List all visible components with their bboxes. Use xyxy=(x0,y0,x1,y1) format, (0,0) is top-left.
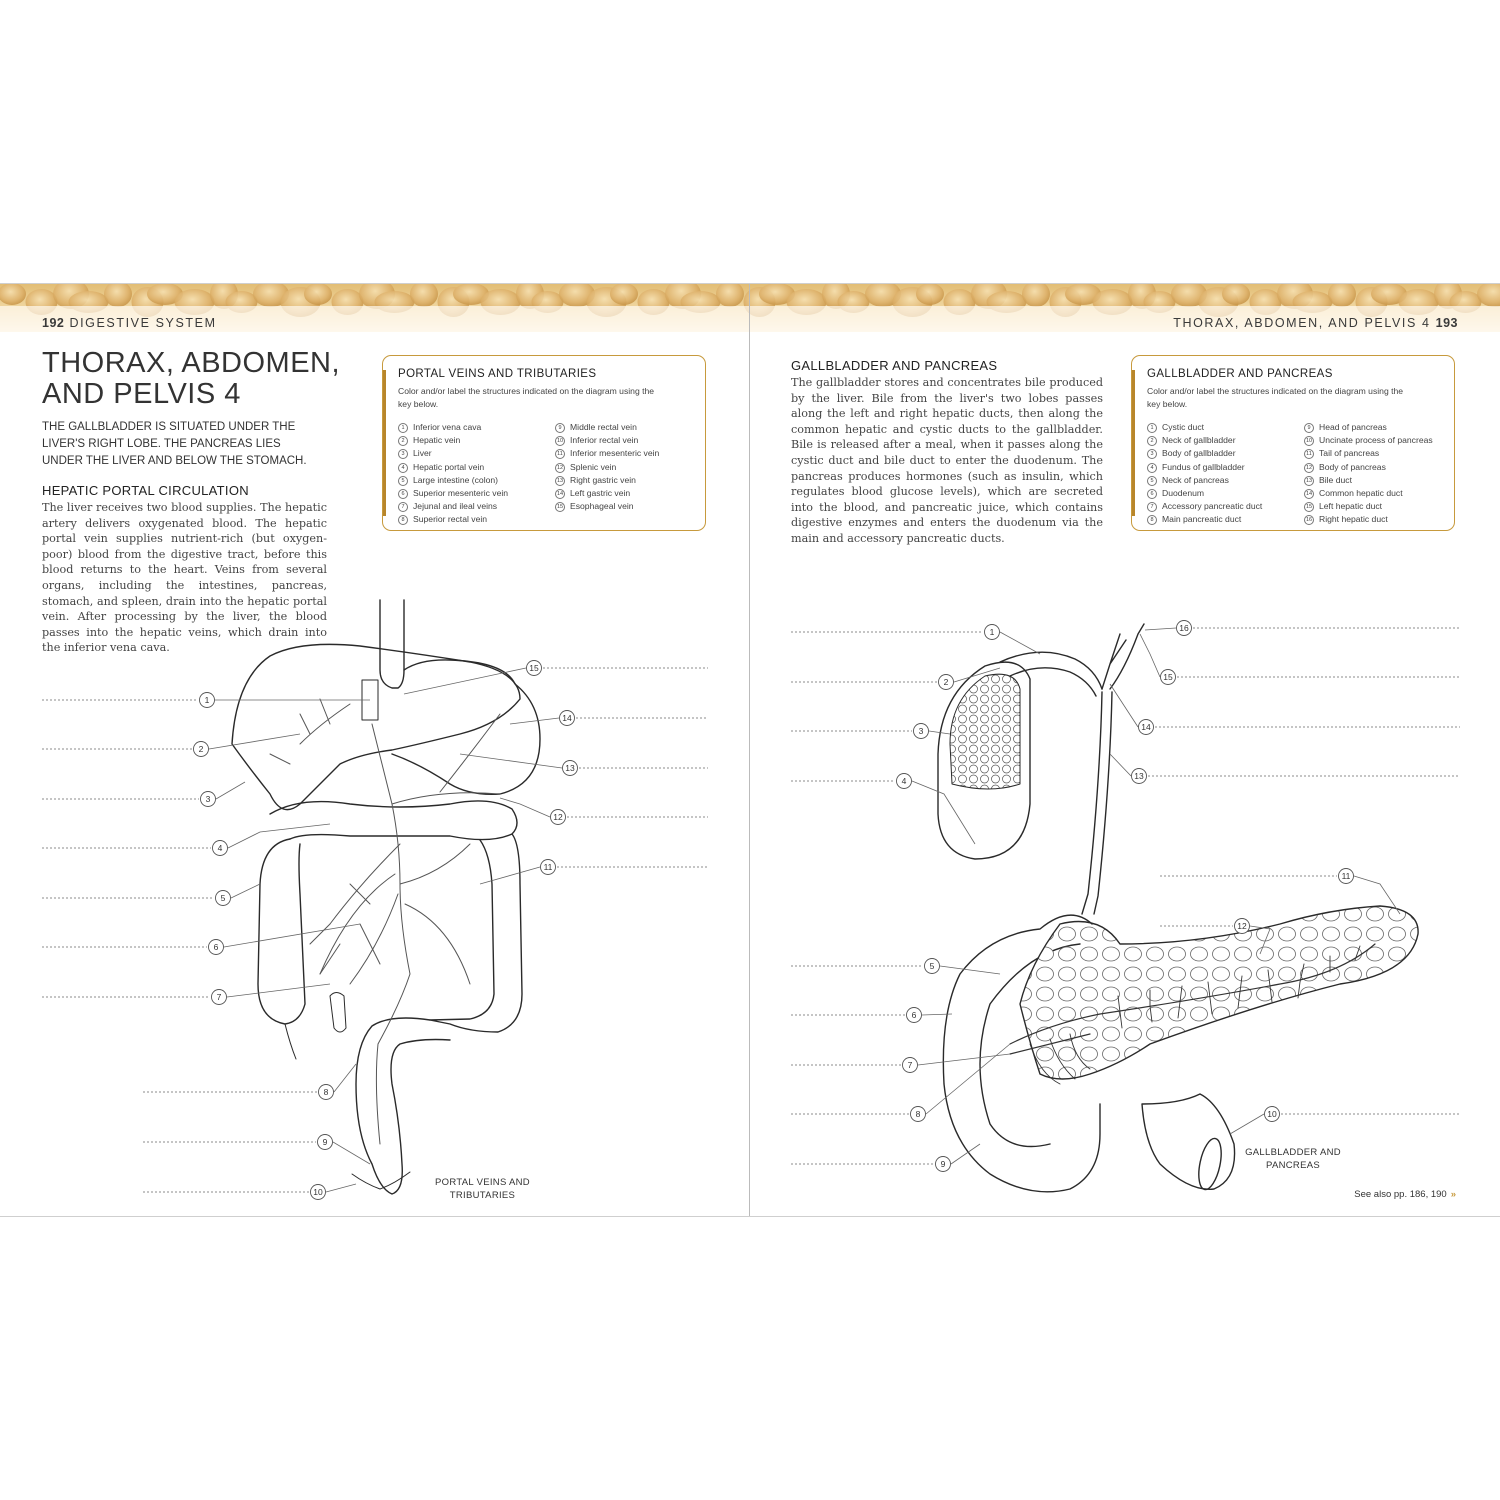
key-number-badge: 8 xyxy=(398,515,408,525)
key-number-badge: 15 xyxy=(556,504,564,511)
callout-leader xyxy=(1145,628,1176,630)
callout-number: 11 xyxy=(543,862,553,872)
key-number-badge: 11 xyxy=(1304,449,1314,459)
key-item-label: Body of gallbladder xyxy=(1162,448,1236,459)
right-diagram-caption: GALLBLADDER AND PANCREAS xyxy=(1245,1147,1341,1171)
key-item-label: Cystic duct xyxy=(1162,422,1205,432)
left-page-number: 192 xyxy=(42,316,65,330)
callout-number: 3 xyxy=(918,726,924,736)
callout-leader xyxy=(1110,684,1138,727)
gallbladder-subhead: GALLBLADDER AND PANCREAS xyxy=(791,358,998,373)
callout-number: 14 xyxy=(1141,722,1151,732)
key-item-label: Inferior rectal vein xyxy=(570,435,639,446)
key-item-label: Esophageal vein xyxy=(570,501,634,512)
callout-number: 1 xyxy=(204,695,210,705)
key-number-badge: 15 xyxy=(1305,504,1313,511)
key-number-badge: 9 xyxy=(555,423,565,433)
key-number-badge: 16 xyxy=(1305,517,1313,524)
key-title: GALLBLADDER AND PANCREAS xyxy=(1147,368,1333,380)
key-number-badge: 2 xyxy=(398,436,408,446)
hepatic-portal-subhead: HEPATIC PORTAL CIRCULATION xyxy=(42,483,249,498)
callout-number: 1 xyxy=(989,627,995,637)
key-item-label: Neck of gallbladder xyxy=(1162,435,1236,446)
callout-number: 15 xyxy=(1163,672,1173,682)
bile-duct xyxy=(1082,692,1112,914)
left-diagram-caption: PORTAL VEINS AND TRIBUTARIES xyxy=(435,1177,530,1201)
callout-number: 2 xyxy=(198,744,204,754)
callout-number: 9 xyxy=(940,1159,946,1169)
key-item-label: Right gastric vein xyxy=(570,474,636,485)
callout-number: 15 xyxy=(529,663,539,673)
key-number-badge: 10 xyxy=(1305,438,1313,445)
key-item-label: Superior mesenteric vein xyxy=(413,488,509,499)
key-item-label: Liver xyxy=(413,448,432,459)
key-item-label: Tail of pancreas xyxy=(1319,448,1380,459)
callout-number: 7 xyxy=(907,1060,913,1070)
callout-number: 10 xyxy=(313,1187,323,1197)
left-section-title: DIGESTIVE SYSTEM xyxy=(69,316,217,330)
callout-number: 13 xyxy=(1134,771,1144,781)
key-instructions: Color and/or label the structures indicated on the diagram using the key below. xyxy=(398,386,655,409)
vessel-lumen xyxy=(1195,1136,1225,1191)
key-title: PORTAL VEINS AND TRIBUTARIES xyxy=(398,368,597,380)
gallbladder-pancreas-diagram xyxy=(0,284,1500,1217)
callout-number: 7 xyxy=(216,992,222,1002)
callout-number: 11 xyxy=(1341,871,1351,881)
callout-number: 13 xyxy=(565,763,575,773)
callout-leader xyxy=(1000,632,1040,654)
see-also-text: See also pp. 186, 190 xyxy=(1354,1189,1447,1200)
callout-number: 6 xyxy=(911,1010,917,1020)
key-number-badge: 9 xyxy=(1304,423,1314,433)
key-number-badge: 7 xyxy=(398,502,408,512)
key-item-label: Head of pancreas xyxy=(1319,422,1387,432)
callout-leader xyxy=(1140,634,1160,677)
key-number-badge: 8 xyxy=(1147,515,1157,525)
callout-number: 10 xyxy=(1267,1109,1277,1119)
callout-number: 12 xyxy=(1237,921,1247,931)
callout-leader xyxy=(1110,754,1131,776)
right-section-title: THORAX, ABDOMEN, AND PELVIS 4 xyxy=(1173,316,1431,330)
key-number-badge: 10 xyxy=(556,438,564,445)
key-item-label: Superior rectal vein xyxy=(413,514,488,525)
uncinate-process xyxy=(1142,1094,1235,1189)
gallbladder-body-texture xyxy=(950,674,1020,789)
key-item-label: Left hepatic duct xyxy=(1319,501,1383,512)
callout-number: 8 xyxy=(915,1109,921,1119)
key-number-badge: 14 xyxy=(556,491,564,498)
book-spread xyxy=(0,283,1500,1217)
key-number-badge: 11 xyxy=(555,449,565,459)
key-item-label: Hepatic portal vein xyxy=(413,461,485,472)
key-item-label: Splenic vein xyxy=(570,461,617,472)
double-chevron-right-icon: » xyxy=(1450,1189,1456,1200)
callout-leader xyxy=(940,966,1000,974)
key-item-label: Bile duct xyxy=(1319,474,1352,485)
callout-number: 4 xyxy=(217,843,223,853)
callout-number: 5 xyxy=(220,893,226,903)
key-number-badge: 1 xyxy=(1147,423,1157,433)
key-item-label: Left gastric vein xyxy=(570,488,631,499)
key-item-label: Hepatic vein xyxy=(413,435,461,446)
key-number-badge: 13 xyxy=(1305,477,1313,484)
key-number-badge: 5 xyxy=(398,476,408,486)
key-number-badge: 12 xyxy=(1305,464,1313,471)
callout-leader xyxy=(912,781,975,844)
key-number-badge: 6 xyxy=(398,489,408,499)
callout-number: 5 xyxy=(929,961,935,971)
key-item-label: Neck of pancreas xyxy=(1162,474,1229,485)
callout-number: 8 xyxy=(323,1087,329,1097)
key-number-badge: 6 xyxy=(1147,489,1157,499)
key-item-label: Fundus of gallbladder xyxy=(1162,461,1245,472)
key-item-label: Large intestine (colon) xyxy=(413,474,499,485)
right-hepatic-duct xyxy=(1102,634,1126,689)
callout-number: 12 xyxy=(553,812,563,822)
hepatic-portal-body: The liver receives two blood supplies. The hepatic artery delivers oxygenated blood. The hepatic portal vein supplies nutrient-rich (but oxygen-poor) blood from the digestive tract, before this blood returns to the heart. Veins from several organs, including the intestines, pancreas, stomach, and spleen, drain into the hepatic portal vein. After processing by the liver, the blood passes into the hepatic veins, which drain into the inferior vena cava. xyxy=(42,501,327,655)
right-page-number: 193 xyxy=(1435,316,1458,330)
key-item-label: Middle rectal vein xyxy=(570,422,637,432)
callout-number: 4 xyxy=(901,776,907,786)
callout-number: 9 xyxy=(322,1137,328,1147)
key-item-label: Uncinate process of pancreas xyxy=(1319,435,1433,446)
page-title: THORAX, ABDOMEN, AND PELVIS 4 xyxy=(42,347,341,410)
key-number-badge: 5 xyxy=(1147,476,1157,486)
key-number-badge: 14 xyxy=(1305,491,1313,498)
callout-number: 3 xyxy=(205,794,211,804)
key-item-label: Main pancreatic duct xyxy=(1162,514,1242,525)
right-callouts xyxy=(791,621,1460,1172)
intro-text: THE GALLBLADDER IS SITUATED UNDER THE LIVER'S RIGHT LOBE. THE PANCREAS LIES UNDER THE LIVER AND BELOW THE STOMACH. xyxy=(42,421,307,467)
callout-number: 14 xyxy=(562,713,572,723)
callout-leader xyxy=(926,1044,1010,1114)
key-number-badge: 2 xyxy=(1147,436,1157,446)
key-item-label: Inferior mesenteric vein xyxy=(570,448,660,459)
key-number-badge: 3 xyxy=(1147,449,1157,459)
pancreas xyxy=(1020,906,1418,1079)
callout-leader xyxy=(1230,1114,1264,1134)
key-number-badge: 3 xyxy=(398,449,408,459)
key-number-badge: 4 xyxy=(1147,463,1157,473)
gallbladder-body: The gallbladder stores and concentrates bile produced by the liver. Bile from the liver's two lobes passes along the left and right hepatic ducts, then along the common hepatic and cystic ducts to the gallbladder. Bile is released after a meal, when it passes along the cystic duct and bile duct to enter the duodenum. The pancreas produces hormones (such as insulin, which regulates blood glucose levels), which are secreted into the blood, and pancreatic juice, which contains digestive enzymes and enters the duodenum via the main and accessory pancreatic ducts. xyxy=(791,376,1103,545)
callout-number: 6 xyxy=(213,942,219,952)
key-item-label: Common hepatic duct xyxy=(1319,488,1403,499)
see-also-link[interactable] xyxy=(1354,1189,1456,1200)
key-item-label: Body of pancreas xyxy=(1319,461,1386,472)
key-item-label: Accessory pancreatic duct xyxy=(1162,501,1263,512)
key-number-badge: 12 xyxy=(556,464,564,471)
cystic-duct-inner xyxy=(1010,668,1096,696)
key-instructions: Color and/or label the structures indicated on the diagram using the key below. xyxy=(1147,386,1404,409)
callout-number: 2 xyxy=(943,677,949,687)
key-number-badge: 1 xyxy=(398,423,408,433)
key-item-label: Inferior vena cava xyxy=(413,422,482,432)
key-item-label: Duodenum xyxy=(1162,488,1205,499)
key-number-badge: 4 xyxy=(398,463,408,473)
key-number-badge: 7 xyxy=(1147,502,1157,512)
key-number-badge: 13 xyxy=(556,477,564,484)
key-item-label: Jejunal and ileal veins xyxy=(413,501,498,512)
callout-number: 16 xyxy=(1179,623,1189,633)
key-item-label: Right hepatic duct xyxy=(1319,514,1388,525)
